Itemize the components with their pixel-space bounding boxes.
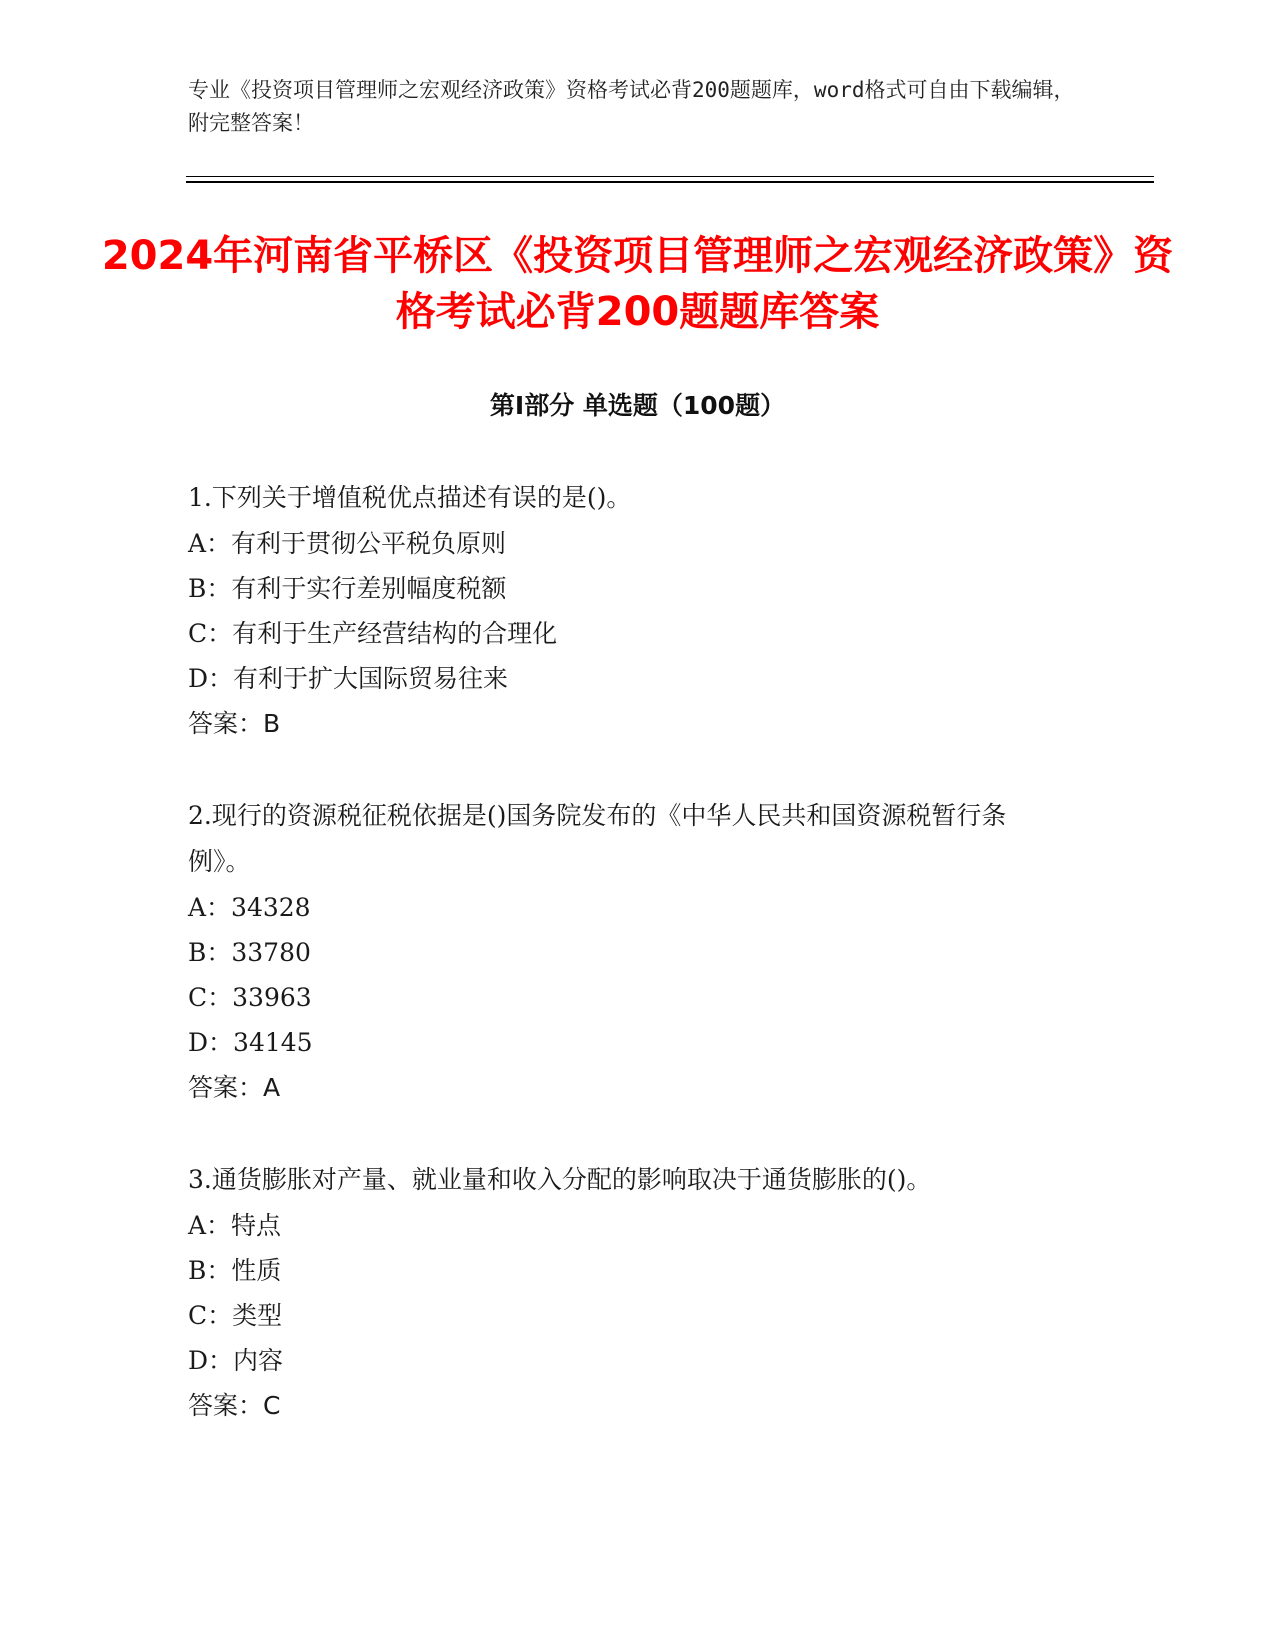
document-title: 2024年河南省平桥区《投资项目管理师之宏观经济政策》资格考试必背200题题库答案 — [101, 233, 1174, 335]
option-a: A：特点 — [188, 1211, 282, 1240]
header-divider-thin — [186, 176, 1154, 177]
option-b: B：性质 — [188, 1256, 282, 1285]
question-stem: 3.通货膨胀对产量、就业量和收入分配的影响取决于通货膨胀的()。 — [188, 1165, 932, 1194]
question-stem: 1.下列关于增值税优点描述有误的是()。 — [188, 483, 632, 512]
option-b: B：有利于实行差别幅度税额 — [188, 574, 507, 603]
option-c: C：有利于生产经营结构的合理化 — [188, 619, 558, 648]
question-1 — [188, 475, 1068, 747]
option-d: D：34145 — [188, 1028, 313, 1057]
answer: 答案：A — [188, 1073, 281, 1102]
question-3 — [188, 1157, 1068, 1429]
option-c: C：33963 — [188, 983, 312, 1012]
question-list — [188, 475, 1068, 1475]
question-stem: 2.现行的资源税征税依据是()国务院发布的《中华人民共和国资源税暂行条例》。 — [188, 801, 1007, 876]
answer: 答案：B — [188, 709, 281, 738]
option-d: D：有利于扩大国际贸易往来 — [188, 664, 509, 693]
option-a: A：34328 — [188, 893, 311, 922]
option-a: A：有利于贯彻公平税负原则 — [188, 529, 507, 558]
option-b: B：33780 — [188, 938, 311, 967]
option-d: D：内容 — [188, 1346, 284, 1375]
header-note: 专业《投资项目管理师之宏观经济政策》资格考试必背200题题库，word格式可自由下载编辑，附完整答案！ — [188, 78, 1075, 135]
answer: 答案：C — [188, 1391, 281, 1420]
option-c: C：类型 — [188, 1301, 283, 1330]
header-divider-thick — [186, 181, 1154, 183]
question-2 — [188, 793, 1068, 1111]
section-heading: 第I部分 单选题（100题） — [489, 391, 786, 420]
